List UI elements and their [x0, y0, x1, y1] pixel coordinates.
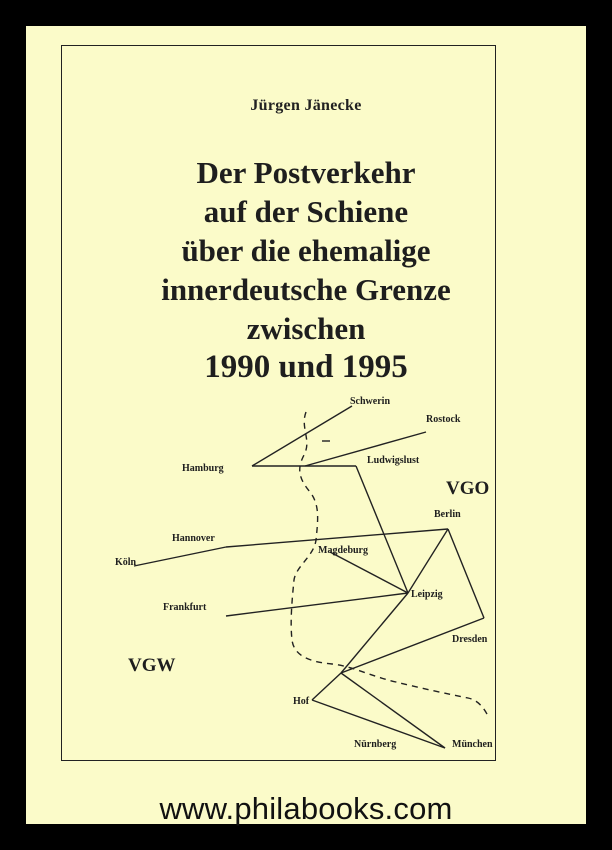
route-hof-nuernberg: [312, 673, 341, 700]
city-label-dresden: Dresden: [452, 634, 488, 645]
city-label-magdeburg: Magdeburg: [318, 545, 368, 556]
city-label-hannover: Hannover: [172, 533, 215, 544]
region-labels: [128, 478, 489, 676]
city-labels: [115, 396, 493, 750]
city-label-frankfurt: Frankfurt: [163, 602, 207, 613]
author-name: Jürgen Jänecke: [250, 97, 362, 114]
city-label-hof: Hof: [293, 696, 310, 707]
route-koeln-hannover: [134, 547, 226, 566]
route-magdeburg-leipzig: [330, 552, 408, 593]
city-label-muenchen: München: [452, 739, 493, 750]
city-label-leipzig: Leipzig: [411, 589, 443, 600]
city-label-rostock: Rostock: [426, 414, 461, 425]
region-label-east: VGO: [446, 478, 490, 499]
city-label-hamburg: Hamburg: [182, 463, 224, 474]
route-berlin-leipzig: [408, 529, 448, 593]
website-watermark: www.philabooks.com: [159, 791, 453, 826]
route-ludwigslust-leipzig: [356, 466, 408, 593]
city-label-ludwigslust: Ludwigslust: [367, 455, 420, 466]
route-leipzig-hof: [341, 593, 408, 673]
region-label-west: VGW: [128, 655, 176, 676]
city-label-schwerin: Schwerin: [350, 396, 390, 407]
city-label-berlin: Berlin: [434, 509, 461, 520]
route-hof-muenchen: [341, 673, 445, 748]
city-label-koeln: Köln: [115, 557, 137, 568]
title-line-2: auf der Schiene: [203, 194, 409, 229]
city-label-nuernberg: Nürnberg: [354, 739, 397, 750]
route-berlin-dresden: [448, 529, 484, 618]
title-line-4: innerdeutsche Grenze: [161, 272, 451, 307]
title-line-5: zwischen: [246, 311, 366, 346]
route-frankfurt-leipzig: [226, 593, 408, 616]
title-line-6: 1990 und 1995: [204, 349, 408, 385]
title-line-1: Der Postverkehr: [196, 155, 416, 190]
route-dresden-hof: [341, 618, 484, 673]
title-line-3: über die ehemalige: [181, 233, 431, 268]
